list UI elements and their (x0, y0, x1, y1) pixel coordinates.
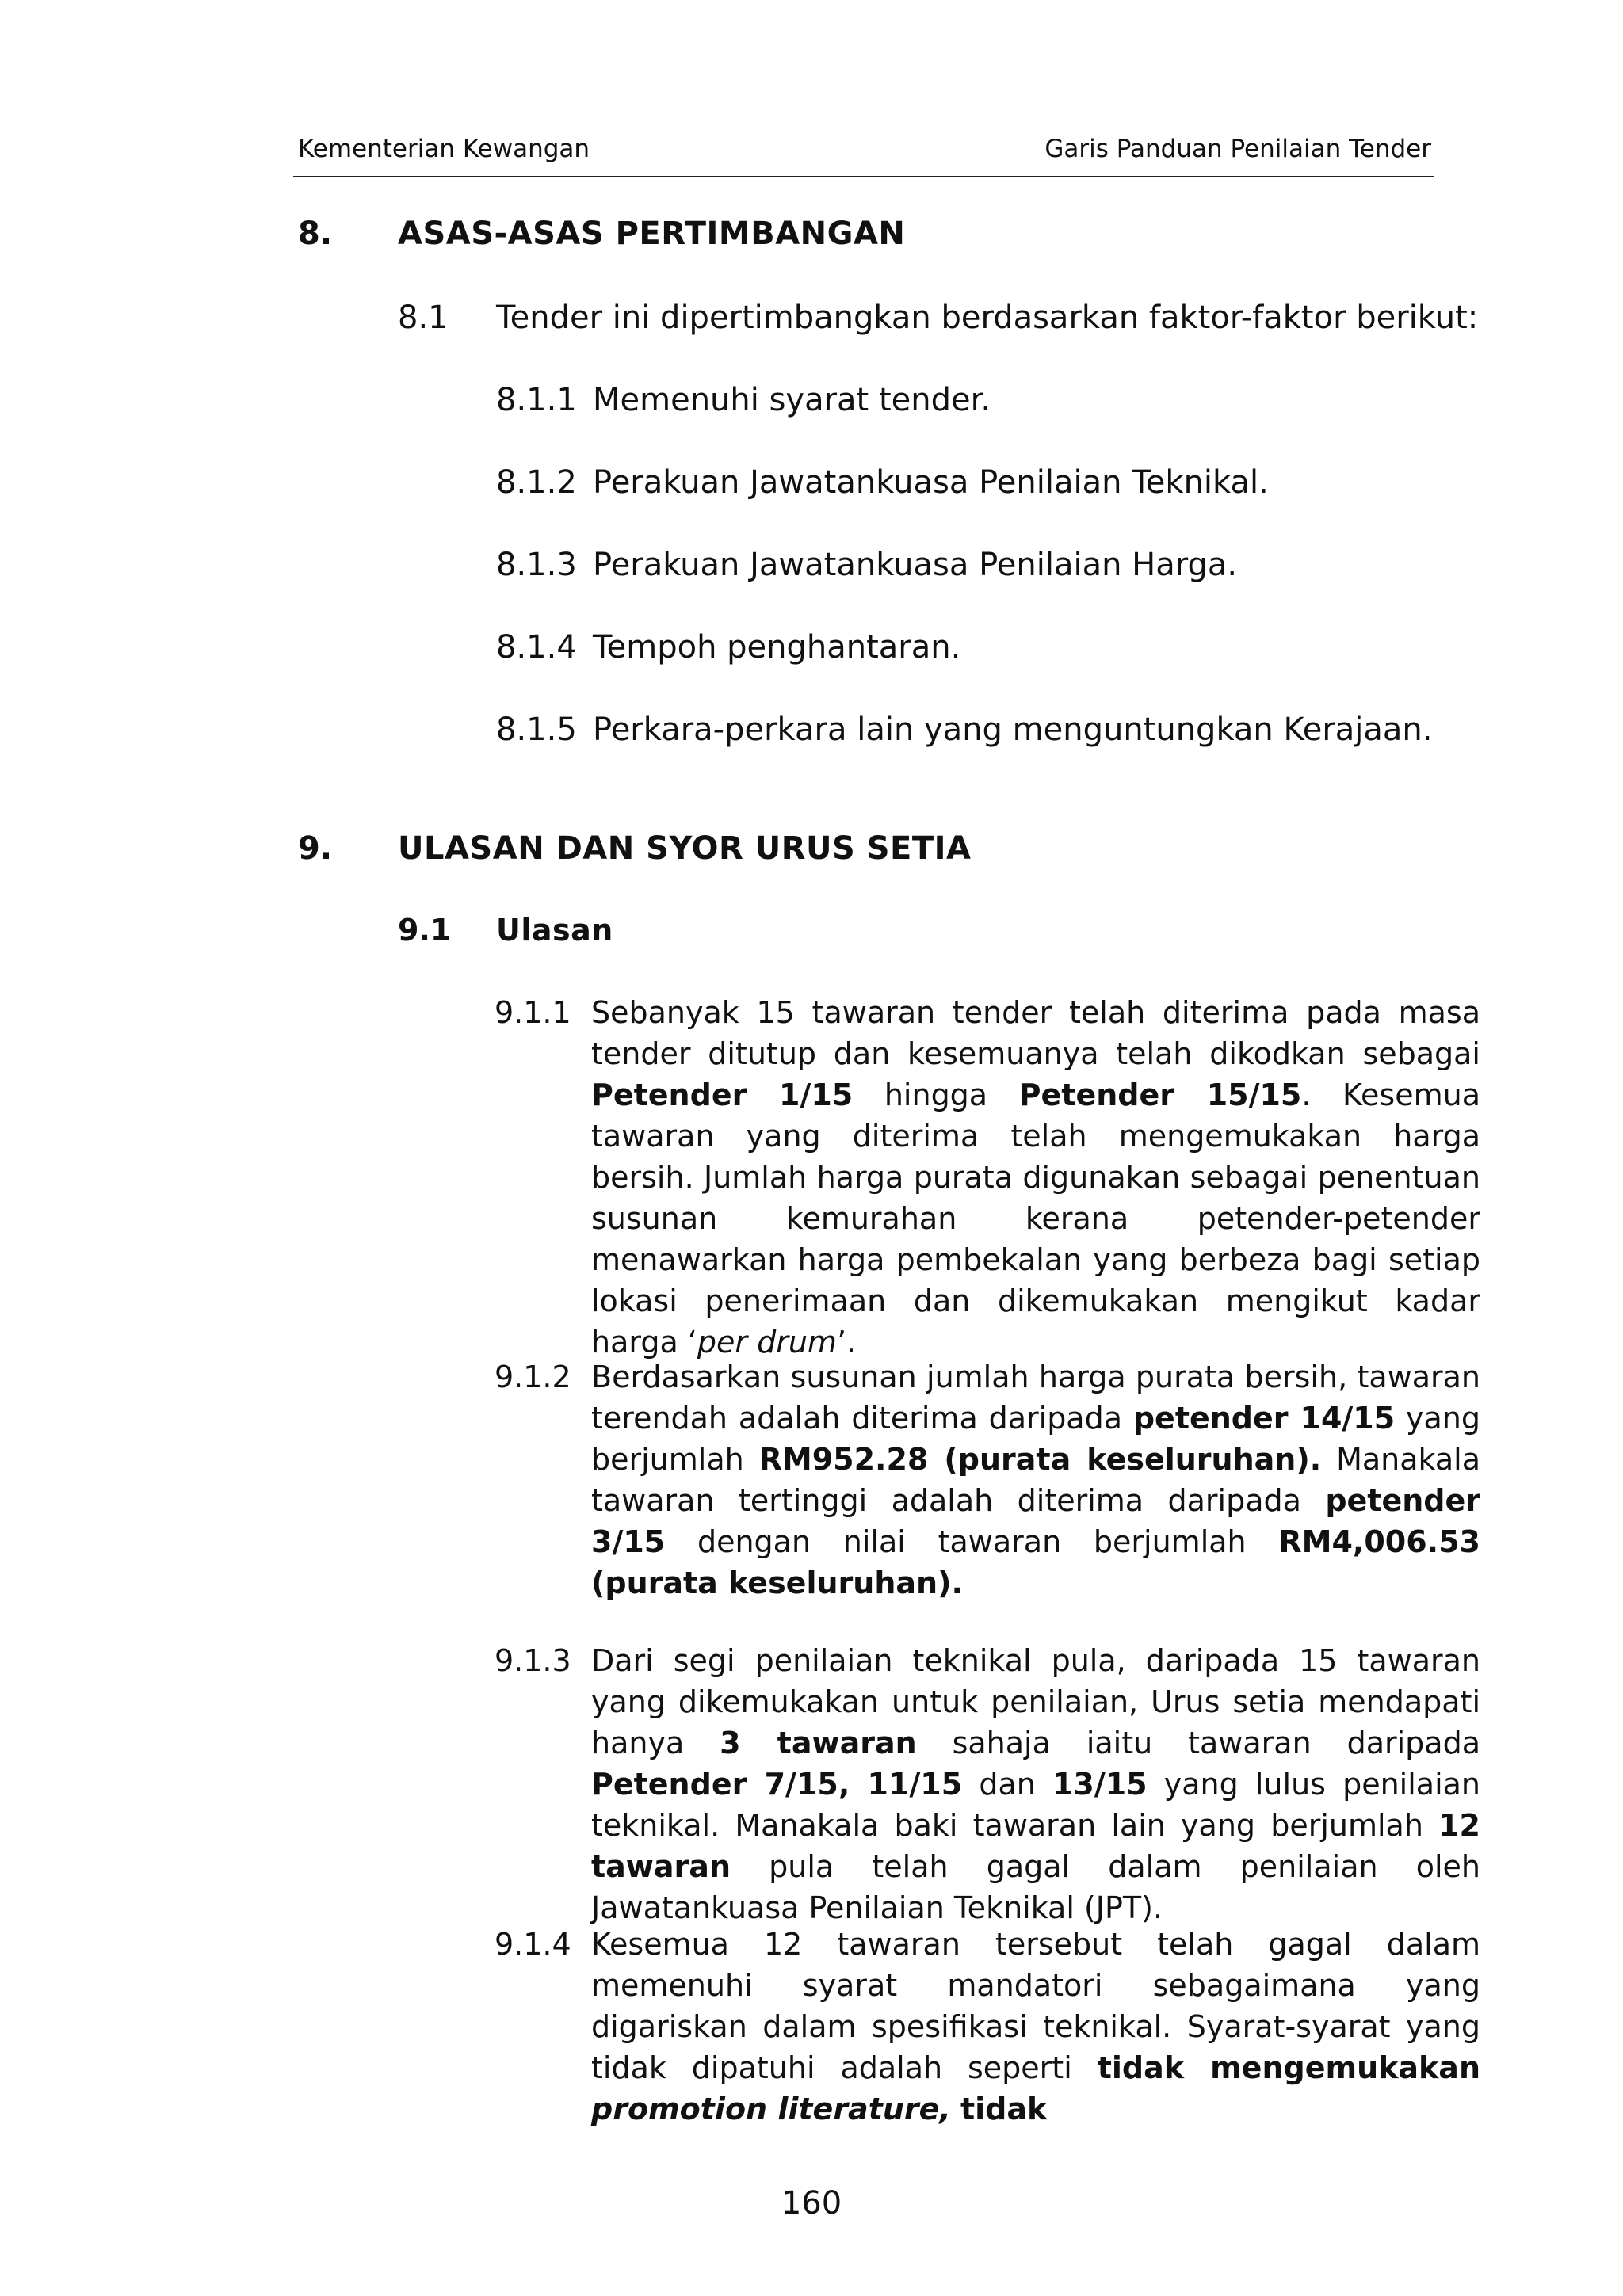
subsection-8-1-number: 8.1 (398, 299, 449, 336)
item-number: 8.1.4 (496, 629, 577, 666)
section-8-number: 8. (298, 215, 333, 252)
item-text: Perakuan Jawatankuasa Penilaian Harga. (593, 547, 1238, 583)
paragraph-text: yang lulus penilaian teknikal. Manakala baki tawaran lain yang berjumlah (591, 1767, 1481, 1843)
paragraph-text: yang berjumlah (591, 1401, 1480, 1477)
bold-text: 13/15 (1052, 1767, 1148, 1802)
page-header (293, 128, 1434, 177)
paragraph-text (951, 2092, 960, 2126)
bold-text: Petender 15/15 (1018, 1077, 1302, 1112)
bold-text: tidak (960, 2092, 1048, 2126)
italic-text: per drum (697, 1325, 837, 1360)
paragraph-text: Kesemua 12 tawaran tersebut telah gagal dalam memenuhi syarat mandatori sebagaimana yang digariskan dalam spesifikasi teknikal. Syarat-syarat yang tidak dipatuhi adalah seperti (591, 1927, 1480, 2085)
section-8-title: ASAS-ASAS PERTIMBANGAN (398, 215, 906, 252)
paragraph-number: 9.1.3 (495, 1643, 571, 1678)
paragraph-text: . Kesemua tawaran yang diterima telah mengemukakan harga bersih. Jumlah harga purata digunakan sebagai penentuan susunan kemurahan kerana petender-petender menawarkan harga pembekalan yang berbeza bagi setiap lokasi penerimaan dan dikemukakan mengikut kadar harga ‘ (591, 1077, 1480, 1360)
paragraph-text: Manakala tawaran tertinggi adalah diterima daripada (591, 1442, 1480, 1518)
bold-italic-text: promotion literature, (591, 2092, 951, 2126)
paragraph-text: dan (962, 1767, 1052, 1802)
paragraph-number: 9.1.4 (495, 1927, 571, 1962)
item-text: Tempoh penghantaran. (593, 629, 961, 666)
section-9-number: 9. (298, 830, 333, 867)
bold-text: 12 tawaran (591, 1808, 1480, 1884)
paragraph-9-1-3 (495, 1640, 1481, 1928)
subsection-8-1-text: Tender ini dipertimbangkan berdasarkan faktor-faktor berikut: (496, 299, 1479, 336)
paragraph-text: pula telah gagal dalam penilaian oleh Jawatankuasa Penilaian Teknikal (JPT). (591, 1849, 1480, 1925)
paragraph-text: dengan nilai tawaran berjumlah (665, 1524, 1279, 1559)
item-number: 8.1.5 (496, 711, 577, 748)
bold-text: tidak mengemukakan (1097, 2050, 1480, 2085)
paragraph-9-1-1 (495, 992, 1480, 1363)
item-number: 8.1.3 (496, 547, 577, 583)
bold-text: Petender 1/15 (591, 1077, 854, 1112)
bold-text: 3 tawaran (720, 1726, 917, 1760)
subsection-9-1-number: 9.1 (398, 913, 452, 948)
paragraph-number: 9.1.2 (495, 1360, 571, 1394)
subsection-9-1-title: Ulasan (496, 913, 613, 948)
paragraph-text: Dari segi penilaian teknikal pula, daripada 15 tawaran yang dikemukakan untuk penilaian, Urus setia mendapati hanya (591, 1643, 1480, 1760)
paragraph-number: 9.1.1 (495, 995, 571, 1030)
paragraph-9-1-4 (495, 1924, 1480, 2130)
item-text: Perkara-perkara lain yang menguntungkan Kerajaan. (593, 711, 1433, 748)
bold-text: petender 14/15 (1132, 1401, 1396, 1436)
item-text: Memenuhi syarat tender. (593, 382, 991, 418)
header-document-title: Garis Panduan Penilaian Tender (1044, 135, 1431, 163)
paragraph-9-1-2 (495, 1356, 1480, 1604)
item-number: 8.1.1 (496, 382, 577, 418)
item-number: 8.1.2 (496, 464, 577, 501)
section-9-title: ULASAN DAN SYOR URUS SETIA (398, 830, 972, 867)
page-number: 160 (781, 2185, 842, 2222)
bold-text: Petender 7/15, 11/15 (591, 1767, 963, 1802)
item-text: Perakuan Jawatankuasa Penilaian Teknikal. (593, 464, 1269, 501)
bold-text: RM952.28 (purata keseluruhan). (758, 1442, 1322, 1477)
header-ministry: Kementerian Kewangan (298, 135, 590, 163)
bold-text: petender 3/15 (591, 1483, 1480, 1559)
paragraph-text: sahaja iaitu tawaran daripada (916, 1726, 1480, 1760)
bold-text: RM4,006.53 (purata keseluruhan). (591, 1524, 1480, 1600)
paragraph-text: Sebanyak 15 tawaran tender telah diterima pada masa tender ditutup dan kesemuanya telah dikodkan sebagai (591, 995, 1480, 1071)
paragraph-text: ’. (836, 1325, 857, 1360)
paragraph-text: Berdasarkan susunan jumlah harga purata bersih, tawaran terendah adalah diterima daripada (591, 1360, 1480, 1436)
paragraph-text: hingga (853, 1077, 1019, 1112)
